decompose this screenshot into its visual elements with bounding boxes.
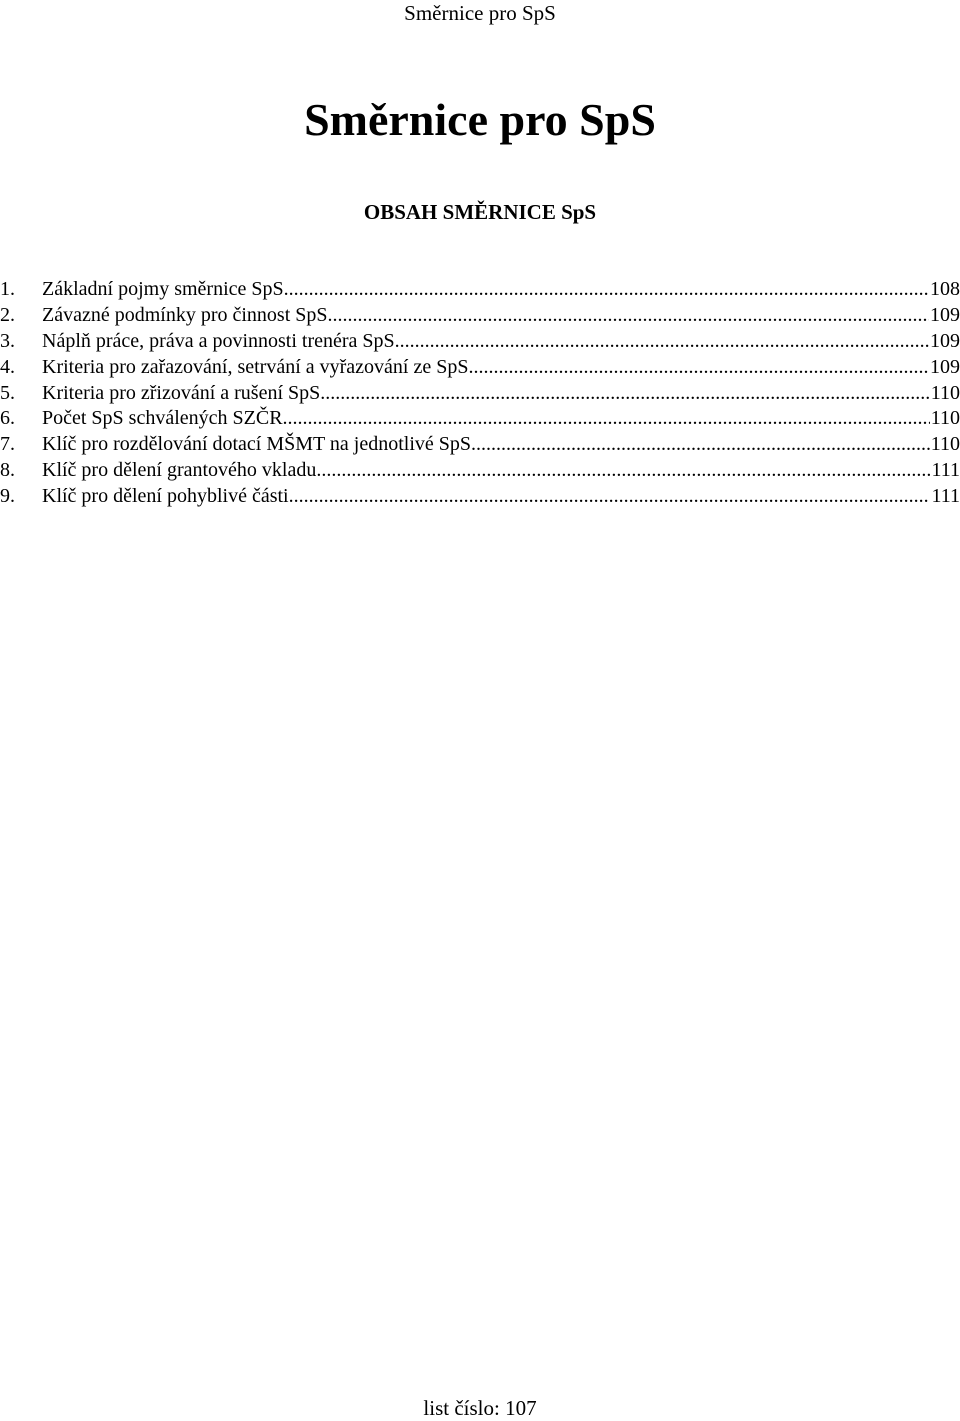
- toc-item-1[interactable]: [0, 276, 960, 302]
- toc-leader-dots: [468, 354, 929, 380]
- toc-item-text: Náplň práce, práva a povinnosti trenéra SpS: [42, 329, 395, 352]
- toc-heading: OBSAH SMĚRNICE SpS: [363, 200, 597, 224]
- toc-leader-dots: [395, 328, 929, 354]
- toc-leader-dots: [283, 405, 930, 431]
- toc-leader-dots: [316, 457, 930, 483]
- toc-item-text: Kriteria pro zřizování a rušení SpS: [42, 381, 321, 404]
- toc-item-5[interactable]: [0, 380, 960, 406]
- toc-item-7[interactable]: [0, 431, 960, 457]
- toc-leader-dots: [471, 431, 930, 457]
- page-footer: list číslo: 107: [423, 1396, 537, 1420]
- toc-item-9[interactable]: [0, 483, 960, 509]
- toc-item-number: 7.: [0, 433, 15, 456]
- toc-item-page: 108: [930, 278, 960, 300]
- toc-item-text: Závazné podmínky pro činnost SpS: [42, 303, 328, 326]
- toc-leader-dots: [320, 380, 929, 406]
- toc-leader-dots: [328, 302, 929, 328]
- toc-leader-dots: [284, 276, 929, 302]
- toc-item-text: Počet SpS schválených SZČR: [42, 407, 283, 430]
- toc-item-text: Klíč pro dělení grantového vkladu: [42, 459, 317, 482]
- toc-item-number: 6.: [0, 407, 15, 430]
- toc-item-number: 4.: [0, 355, 15, 378]
- toc-item-number: 5.: [0, 381, 15, 404]
- toc-item-page: 110: [930, 381, 960, 404]
- toc-item-number: 2.: [0, 303, 15, 326]
- document-title: Směrnice pro SpS: [304, 94, 656, 145]
- toc-item-page: 109: [930, 303, 960, 326]
- toc-item-text: Klíč pro rozdělování dotací MŠMT na jednotlivé SpS: [42, 433, 472, 456]
- toc-item-number: 1.: [0, 278, 15, 300]
- toc-item-4[interactable]: [0, 354, 960, 380]
- toc-item-text: Základní pojmy směrnice SpS: [42, 278, 284, 300]
- toc-item-number: 8.: [0, 459, 15, 482]
- toc-item-2[interactable]: [0, 302, 960, 328]
- toc-leader-dots: [289, 483, 931, 509]
- toc-item-page: 111: [931, 459, 960, 482]
- running-header: Směrnice pro SpS: [404, 1, 556, 25]
- toc-item-number: 3.: [0, 329, 15, 352]
- toc-item-3[interactable]: [0, 328, 960, 354]
- toc-item-8[interactable]: [0, 457, 960, 483]
- toc-item-page: 109: [930, 355, 960, 378]
- toc-item-text: Klíč pro dělení pohyblivé části: [42, 485, 289, 508]
- toc-item-page: 111: [931, 485, 960, 508]
- toc-item-number: 9.: [0, 485, 15, 508]
- toc-item-page: 110: [930, 407, 960, 430]
- toc-item-text: Kriteria pro zařazování, setrvání a vyřazování ze SpS: [42, 355, 469, 378]
- toc-item-6[interactable]: [0, 405, 960, 431]
- toc-item-page: 110: [930, 433, 960, 456]
- table-of-contents: [0, 276, 960, 509]
- toc-item-page: 109: [930, 329, 960, 352]
